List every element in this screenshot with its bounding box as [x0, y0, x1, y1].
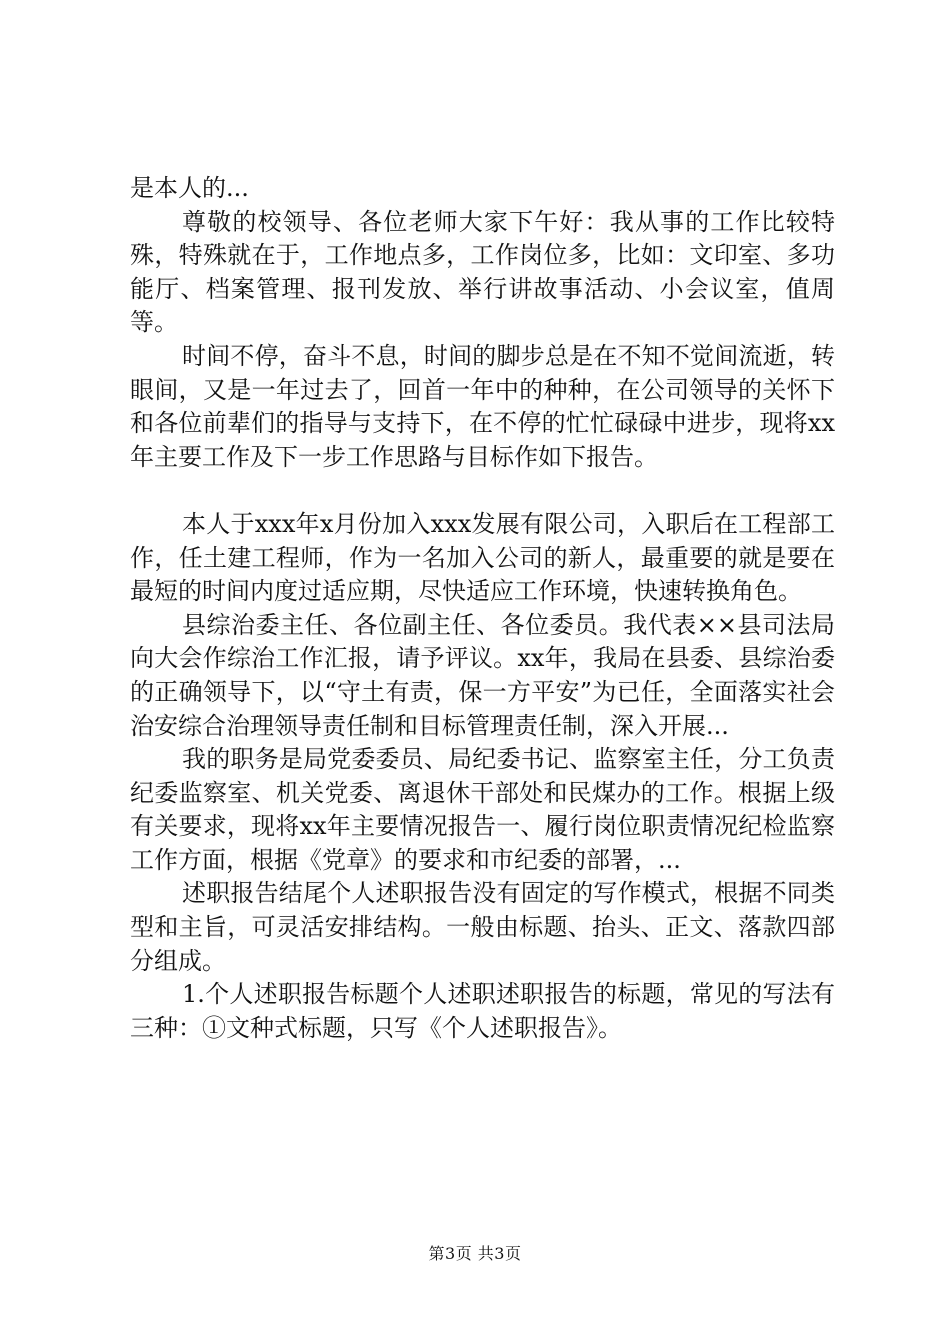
paragraph-school-work: 尊敬的校领导、各位老师大家下午好：我从事的工作比较特殊，特殊就在于，工作地点多，工作岗位多，比如：文印室、多功能厅、档案管理、报刊发放、举行讲故事活动、小会议室，值周等。: [130, 207, 835, 337]
paragraph-justice-bureau: 县综治委主任、各位副主任、各位委员。我代表××县司法局向大会作综治工作汇报，请予评议。xx年，我局在县委、县综治委的正确领导下，以“守土有责，保一方平安”为已任，全面落实社会治安综合治理领导责任制和目标管理责任制，深入开展...: [130, 610, 835, 740]
paragraph-annual-review: 时间不停，奋斗不息，时间的脚步总是在不知不觉间流逝，转眼间，又是一年过去了，回首一年中的种种，在公司领导的关怀下和各位前辈们的指导与支持下，在不停的忙忙碌碌中进步，现将xx年主要工作及下一步工作思路与目标作如下报告。: [130, 341, 835, 471]
paragraph-new-hire: 本人于xxx年x月份加入xxx发展有限公司，入职后在工程部工作，任土建工程师，作为一名加入公司的新人，最重要的就是要在最短的时间内度过适应期，尽快适应工作环境，快速转换角色。: [130, 509, 835, 606]
paragraph-report-structure: 述职报告结尾个人述职报告没有固定的写作模式，根据不同类型和主旨，可灵活安排结构。一般由标题、抬头、正文、落款四部分组成。: [130, 879, 835, 975]
paragraph-discipline-inspection: 我的职务是局党委委员、局纪委书记、监察室主任，分工负责纪委监察室、机关党委、离退休干部处和民煤办的工作。根据上级有关要求，现将xx年主要情况报告一、履行岗位职责情况纪检监察工作方面，根据《党章》的要求和市纪委的部署，...: [130, 745, 835, 874]
document-body: [130, 172, 835, 1045]
paragraph-continuation: 是本人的...: [130, 174, 249, 202]
paragraph-report-title: 1.个人述职报告标题个人述职述职报告的标题，常见的写法有三种：①文种式标题，只写《个人述职报告》。: [130, 980, 835, 1042]
page-number: 第3页 共3页: [428, 1244, 522, 1263]
